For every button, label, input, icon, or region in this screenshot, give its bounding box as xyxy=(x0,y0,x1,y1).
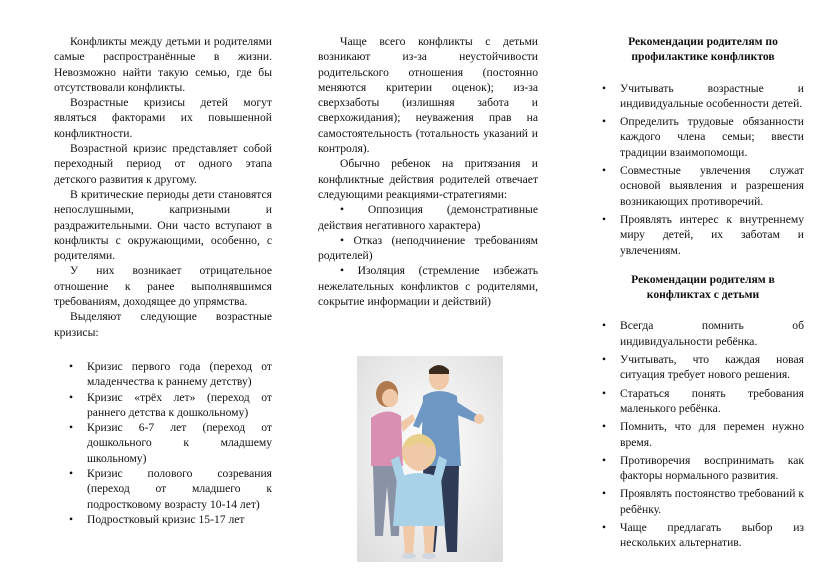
column-recommendations xyxy=(602,34,804,554)
list-item: • Противоречия воспринимать как факторы нормального развития. xyxy=(620,453,804,484)
list-item: • Всегда помнить об индивидуальности ребёнка. xyxy=(620,318,804,349)
list-item: • Стараться понять требования маленького ребёнка. xyxy=(620,386,804,417)
list-item: • Учитывать возрастные и индивидуальные особенности детей. xyxy=(620,81,804,112)
list-item: • Совместные увлечения служат основой выявления и разрешения возникающих противоречий. xyxy=(620,163,804,209)
crises-list xyxy=(54,359,272,527)
section-title: Рекомендации родителям в конфликтах с детьми xyxy=(631,272,775,302)
paragraph: У них возникает отрицательное отношение к ранее выполнявшимся требованиям, доходящее до упрямства. xyxy=(54,264,272,309)
reaction-item: • Отказ (неподчинение требованиям родителей) xyxy=(318,233,538,263)
column-conflict-causes xyxy=(318,34,538,309)
paragraph: В критические периоды дети становятся непослушными, капризными и раздражительными. Они часто вступают в конфликты с окружающими, особенно, с родителями. xyxy=(54,187,272,263)
list-item: • Кризис «трёх лет» (переход от раннего детства к дошкольному) xyxy=(87,390,272,421)
list-item: • Помнить, что для перемен нужно время. xyxy=(620,419,804,450)
list-item: • Кризис первого года (переход от младенчества к раннему детству) xyxy=(87,359,272,390)
paragraph: Чаще всего конфликты с детьми возникают из-за неустойчивости родительского отношения (постоянно меняются критерии оценок); из-за сверхзаботы (излишняя забота и сверхожидания); неуважения прав на самостоятельность (тотальность указаний и контроля). xyxy=(318,35,538,156)
reaction-item: • Оппозиция (демонстративные действия негативного характера) xyxy=(318,203,538,232)
list-item: • Проявлять постоянство требований к ребёнку. xyxy=(620,486,804,517)
list-item: • Чаще предлагать выбор из нескольких альтернатив. xyxy=(620,520,804,551)
prevention-list xyxy=(602,81,804,258)
family-conflict-photo xyxy=(357,356,503,562)
paragraph: Возрастной кризис представляет собой переходный период от одного этапа детского развития к другому. xyxy=(54,142,272,186)
paragraph: Обычно ребенок на притязания и конфликтные действия родителей отвечает следующими реакциями-стратегиями: xyxy=(318,157,538,201)
conflicts-list xyxy=(602,318,804,550)
list-item: • Определить трудовые обязанности каждого члена семьи; ввести традиции взаимопомощи. xyxy=(620,114,804,160)
reaction-item: • Изоляция (стремление избежать нежелательных конфликтов с родителями, сокрытие информации и действий) xyxy=(318,264,538,309)
list-item: • Кризис полового созревания (переход от младшего к подростковому возрасту 10-14 лет) xyxy=(87,466,272,512)
list-item: • Кризис 6-7 лет (переход от дошкольного к младшему школьному) xyxy=(87,420,272,466)
section-title: Рекомендации родителям по профилактике конфликтов xyxy=(628,35,778,64)
list-item: • Учитывать, что каждая новая ситуация требует нового решения. xyxy=(620,352,804,383)
paragraph: Выделяют следующие возрастные кризисы: xyxy=(54,310,272,339)
paragraph: Конфликты между детьми и родителями самые распространённые в жизни. Невозможно найти такую семью, где бы отсутствовали конфликты. xyxy=(54,35,272,94)
column-age-crises xyxy=(54,34,272,527)
list-item: • Подростковый кризис 15-17 лет xyxy=(87,512,272,527)
paragraph: Возрастные кризисы детей могут являться факторами их повышенной конфликтности. xyxy=(54,96,272,140)
list-item: • Проявлять интерес к внутреннему миру детей, их заботам и увлечениям. xyxy=(620,212,804,258)
family-conflict-icon xyxy=(357,356,503,562)
